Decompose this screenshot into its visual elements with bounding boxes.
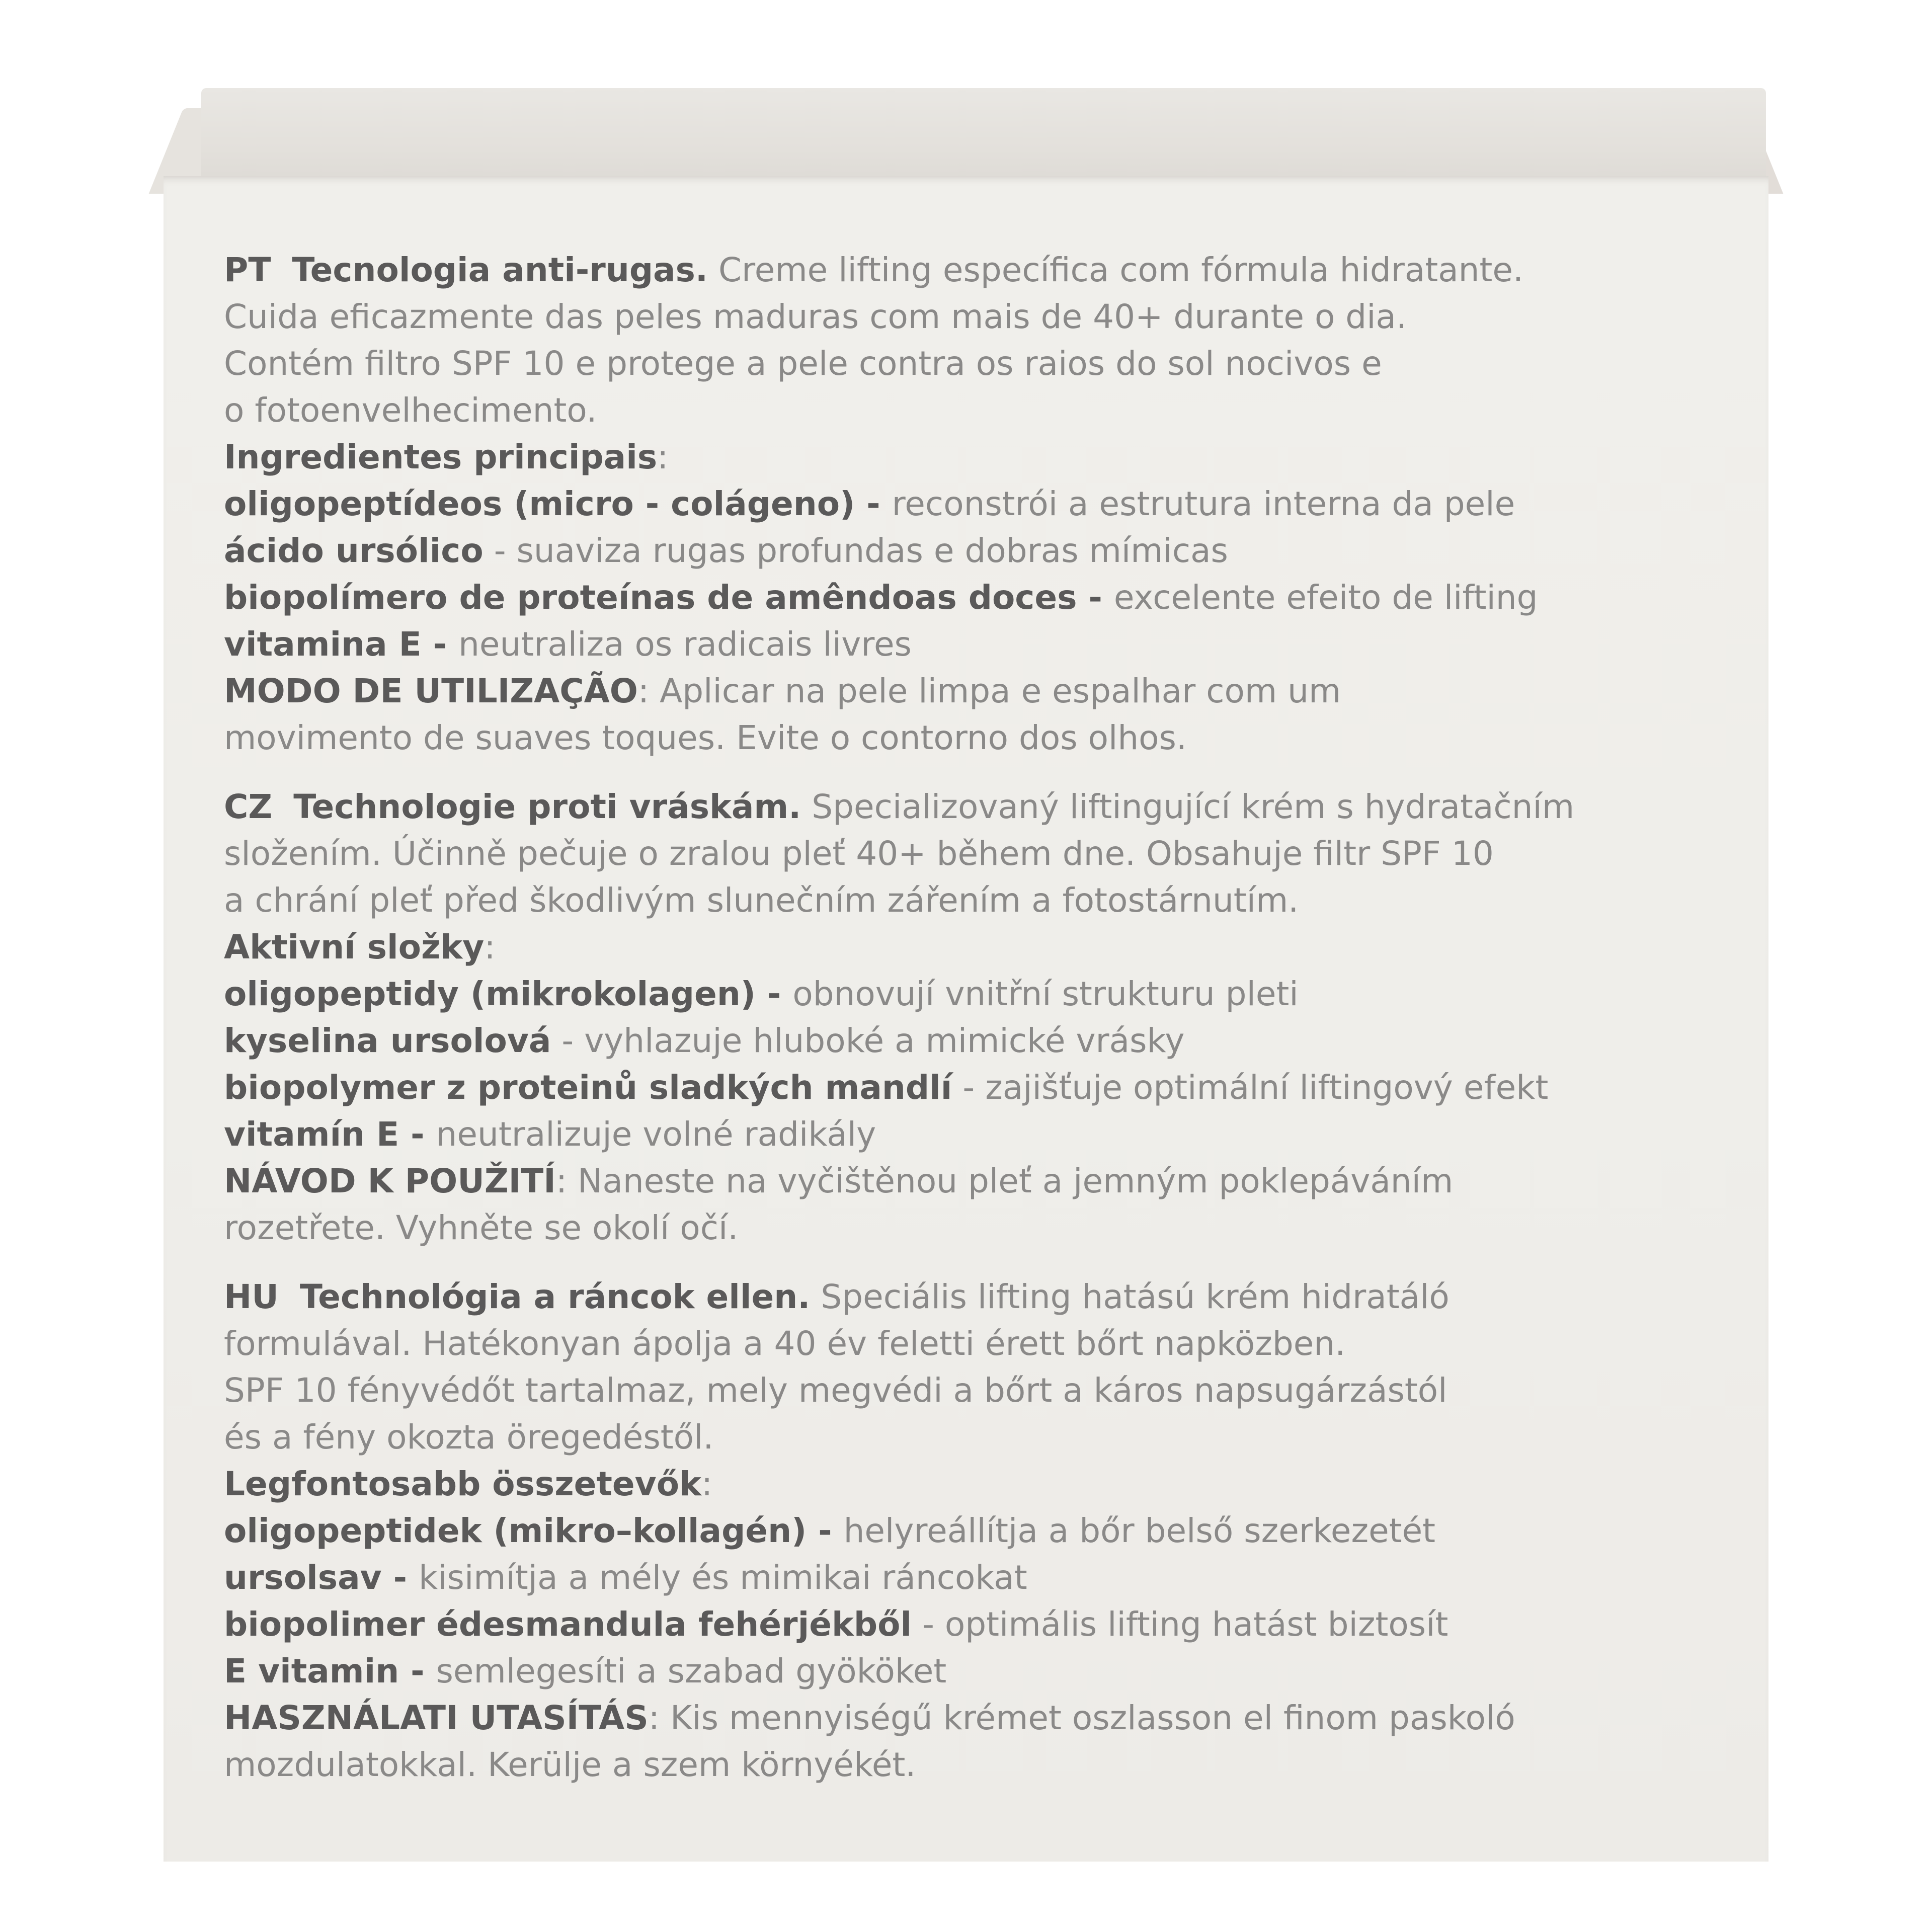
ingredient-name: oligopeptidy (mikrokolagen) [224,975,756,1013]
ingredient-name: vitamina E [224,625,422,664]
usage-line: Kis mennyiségű krémet oszlasson el finom paskoló [670,1699,1515,1737]
usage-line: rozetřete. Vyhněte se okolí očí. [224,1209,739,1247]
intro-line: és a fény okozta öregedéstől. [224,1418,714,1457]
ingredient-desc: neutraliza os radicais livres [458,625,912,664]
intro-line: Cuida eficazmente das peles maduras com mais de 40+ durante o dia. [224,297,1407,336]
ingredient-name: oligopeptídeos (micro - colágeno) [224,485,855,523]
ingredient-separator: - [399,1652,436,1691]
ingredient-desc: neutralizuje volné radikály [436,1115,876,1154]
ingredient-separator: - [755,975,793,1013]
ingredient-separator: - [399,1115,436,1154]
section-cz: CZ Technologie proti vráskám. Specializovaný liftingující krém s hydratačním složením. Účinně pečuje o zralou pleť 40+ během dne. Obsahuje filtr SPF 10 a chrání pleť před škodlivým slunečním zářením a fotostárnutím. Aktivní složky: oligopeptidy (mikrokolagen) - obnovují vnitřní strukturu pleti kyselina ursolová - vyhlazuje hluboké a mimické vrásky biopolymer z proteinů sladkých mandlí - zajišťuje optimální liftingový efekt vitamín E - neutralizuje volné radikály NÁVOD K POUŽITÍ: Naneste na vyčištěnou pleť a jemným poklepáváním rozetřete. Vyhněte se okolí očí. [224,787,1575,1247]
lang-code: PT [224,251,271,289]
ingredient-desc: reconstrói a estrutura interna da pele [892,485,1515,523]
usage-line: Aplicar na pele limpa e espalhar com um [660,672,1341,710]
ingredient-separator: - [381,1558,419,1597]
intro-line: Creme lifting específica com fórmula hidratante. [718,251,1523,289]
ingredients-title: Legfontosabb összetevők [224,1465,701,1503]
label-text [224,247,1723,1788]
ingredient-name: biopolimer édesmandula fehérjékből [224,1605,912,1644]
intro-line: formulával. Hatékonyan ápolja a 40 év feletti érett bőrt napközben. [224,1324,1346,1363]
intro-line: SPF 10 fényvédőt tartalmaz, mely megvédi a bőrt a káros napsugárzástól [224,1371,1447,1410]
ingredient-name: vitamín E [224,1115,399,1154]
section-pt: PT Tecnologia anti-rugas. Creme lifting específica com fórmula hidratante. Cuida eficazmente das peles maduras com mais de 40+ durante o dia. Contém filtro SPF 10 e protege a pele contra os raios do sol nocivos e o fotoenvelhecimento. Ingredientes principais: oligopeptídeos (micro - colágeno) - reconstrói a estrutura interna da pele ácido ursólico - suaviza rugas profundas e dobras mímicas biopolímero de proteínas de amêndoas doces - excelente efeito de lifting vitamina E - neutraliza os radicais livres MODO DE UTILIZAÇÃO: Aplicar na pele limpa e espalhar com um movimento de suaves toques. Evite o contorno dos olhos. [224,251,1538,757]
ingredient-separator: - [912,1605,945,1644]
intro-line: a chrání pleť před škodlivým slunečním zářením a fotostárnutím. [224,881,1299,920]
ingredient-desc: excelente efeito de lifting [1113,578,1538,617]
ingredient-desc: obnovují vnitřní strukturu pleti [792,975,1299,1013]
lang-code: HU [224,1277,279,1316]
usage-title: HASZNÁLATI UTASÍTÁS [224,1699,649,1737]
ingredient-separator: - [483,531,517,570]
section-hu: HU Technológia a ráncok ellen. Speciális lifting hatású krém hidratáló formulával. Hatékonyan ápolja a 40 év feletti érett bőrt napközben. SPF 10 fényvédőt tartalmaz, mely megvédi a bőrt a káros napsugárzástól és a fény okozta öregedéstől. Legfontosabb összetevők: oligopeptidek (mikro–kollagén) - helyreállítja a bőr belső szerkezetét ursolsav - kisimítja a mély és mimikai ráncokat biopolimer édesmandula fehérjékből - optimális lifting hatást biztosít E vitamin - semlegesíti a szabad gyököket HASZNÁLATI UTASÍTÁS: Kis mennyiségű krémet oszlasson el finom paskoló mozdulatokkal. Kerülje a szem környékét. [224,1277,1515,1784]
usage-line: movimento de suaves toques. Evite o contorno dos olhos. [224,718,1187,757]
section-headline: Technológia a ráncok ellen. [299,1277,811,1316]
usage-line: mozdulatokkal. Kerülje a szem környékét. [224,1745,916,1784]
ingredient-desc: optimális lifting hatást biztosít [944,1605,1448,1644]
ingredient-desc: suaviza rugas profundas e dobras mímicas [516,531,1228,570]
ingredient-name: E vitamin [224,1652,399,1691]
usage-line: Naneste na vyčištěnou pleť a jemným poklepáváním [578,1162,1454,1200]
ingredient-separator: - [952,1068,986,1107]
ingredient-name: biopolymer z proteinů sladkých mandlí [224,1068,952,1107]
ingredient-name: ursolsav [224,1558,382,1597]
intro-line: o fotoenvelhecimento. [224,391,597,430]
ingredients-title: Aktivní složky [224,928,485,967]
lang-code: CZ [224,787,273,826]
ingredient-separator: - [855,485,892,523]
ingredient-separator: - [1077,578,1114,617]
usage-title: NÁVOD K POUŽITÍ [224,1162,556,1200]
intro-line: složením. Účinně pečuje o zralou pleť 40+ během dne. Obsahuje filtr SPF 10 [224,834,1494,873]
intro-line: Specializovaný liftingující krém s hydratačním [812,787,1575,826]
ingredient-name: biopolímero de proteínas de amêndoas doces [224,578,1077,617]
intro-line: Contém filtro SPF 10 e protege a pele contra os raios do sol nocivos e [224,344,1382,383]
section-headline: Tecnologia anti-rugas. [292,251,708,289]
ingredient-desc: helyreállítja a bőr belső szerkezetét [843,1511,1436,1550]
ingredient-desc: zajišťuje optimální liftingový efekt [985,1068,1549,1107]
ingredient-name: oligopeptidek (mikro–kollagén) [224,1511,807,1550]
ingredients-title: Ingredientes principais [224,438,658,476]
ingredient-name: kyselina ursolová [224,1021,551,1060]
usage-title: MODO DE UTILIZAÇÃO [224,672,638,710]
ingredient-desc: vyhlazuje hluboké a mimické vrásky [584,1021,1185,1060]
ingredient-separator: - [551,1021,585,1060]
ingredient-desc: kisimítja a mély és mimikai ráncokat [419,1558,1027,1597]
ingredient-name: ácido ursólico [224,531,484,570]
ingredient-separator: - [421,625,459,664]
intro-line: Speciális lifting hatású krém hidratáló [821,1277,1450,1316]
section-headline: Technologie proti vráskám. [293,787,801,826]
ingredient-desc: semlegesíti a szabad gyököket [436,1652,947,1691]
ingredient-separator: - [807,1511,844,1550]
